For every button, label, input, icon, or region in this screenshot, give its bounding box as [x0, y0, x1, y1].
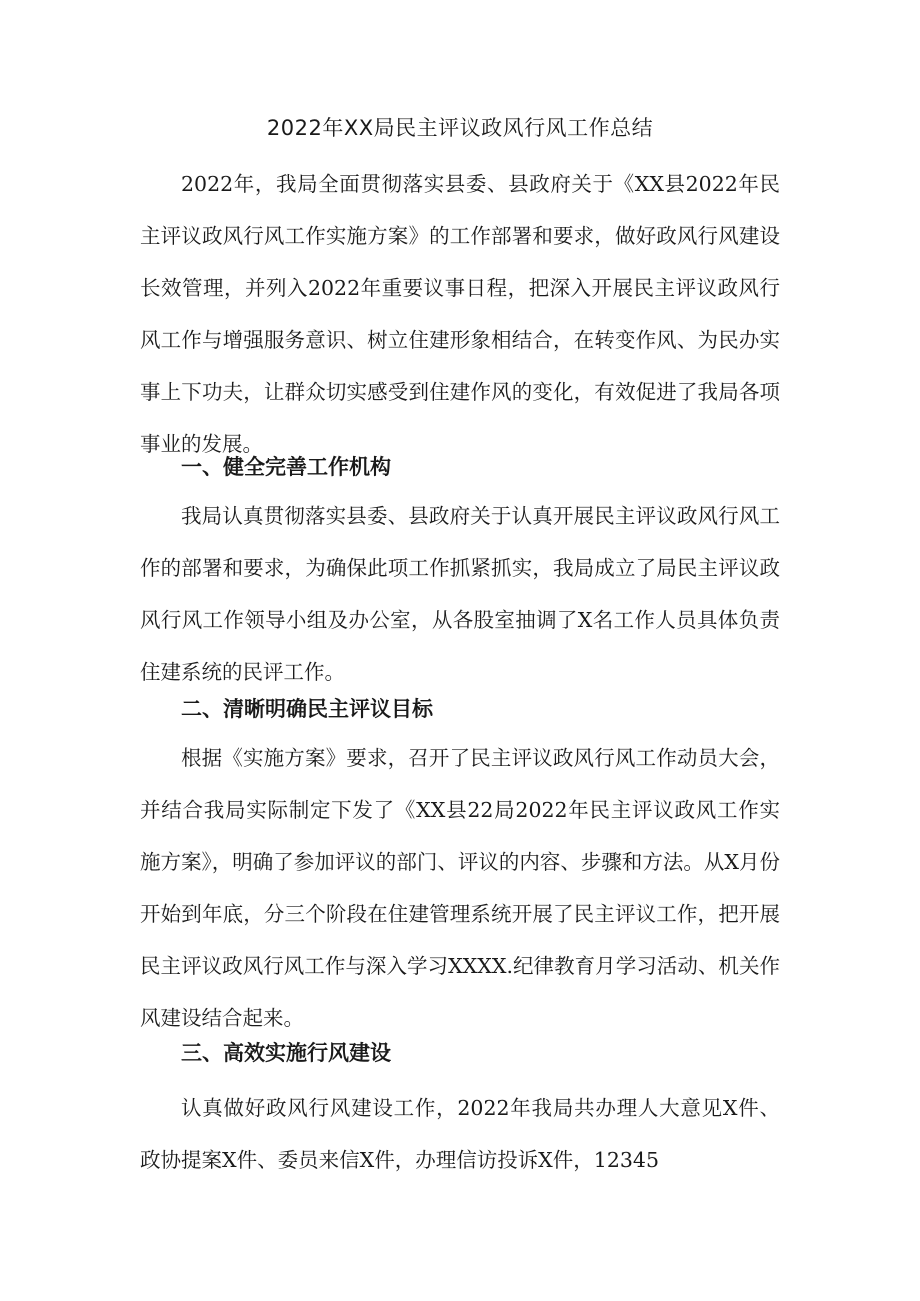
section-body-3: 认真做好政风行风建设工作，2022年我局共办理人大意见X件、政协提案X件、委员来信X件，办理信访投诉X件，12345: [140, 1096, 780, 1172]
intro-paragraph: 2022年，我局全面贯彻落实县委、县政府关于《XX县2022年民主评议政风行风工作实施方案》的工作部署和要求，做好政风行风建设长效管理，并列入2022年重要议事日程，把深入开展民主评议政风行风工作与增强服务意识、树立住建形象相结合，在转变作风、为民办实事上下功夫，让群众切实感受到住建作风的变化，有效促进了我局各项事业的发展。: [140, 172, 780, 456]
section-body-2: 根据《实施方案》要求，召开了民主评议政风行风工作动员大会，并结合我局实际制定下发了《XX县22局2022年民主评议政风工作实施方案》，明确了参加评议的部门、评议的内容、步骤和方法。从X月份开始到年底，分三个阶段在住建管理系统开展了民主评议工作，把开展民主评议政风行风工作与深入学习XXXX.纪律教育月学习活动、机关作风建设结合起来。: [140, 746, 780, 1030]
section-body-1: 我局认真贯彻落实县委、县政府关于认真开展民主评议政风行风工作的部署和要求，为确保此项工作抓紧抓实，我局成立了局民主评议政风行风工作领导小组及办公室，从各股室抽调了X名工作人员具体负责住建系统的民评工作。: [140, 504, 780, 684]
section-heading-3: 三、高效实施行风建设: [181, 1041, 391, 1065]
document-title: 2022年XX局民主评议政风行风工作总结: [266, 116, 654, 140]
section-heading-1: 一、健全完善工作机构: [181, 455, 391, 479]
section-heading-2: 二、清晰明确民主评议目标: [181, 697, 433, 721]
